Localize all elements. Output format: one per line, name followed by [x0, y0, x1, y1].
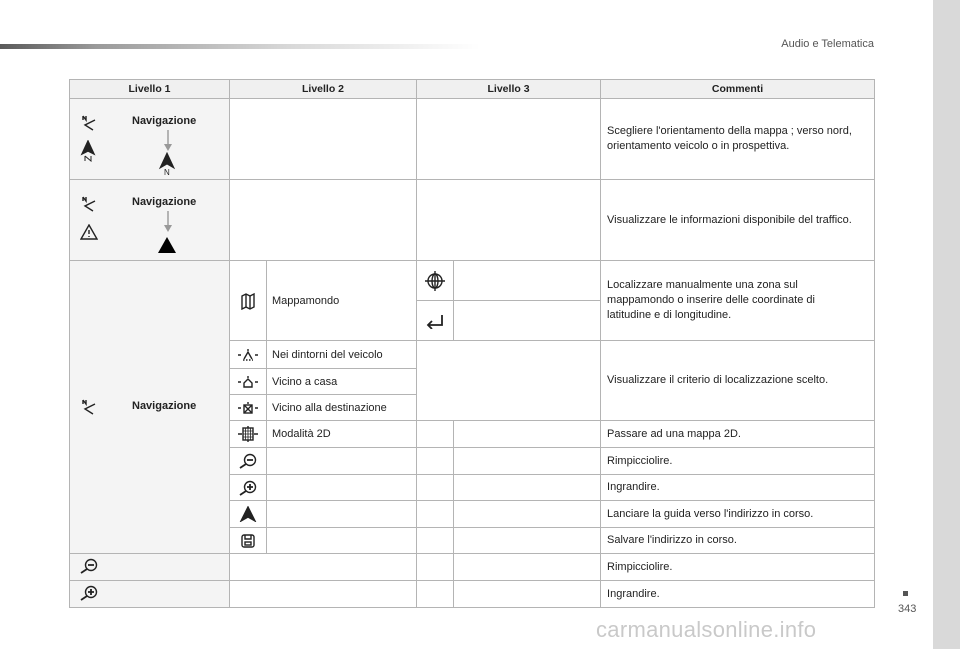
- level2-cell: [230, 180, 417, 261]
- level3-icon-cell: [417, 448, 454, 475]
- north-label: N: [164, 168, 170, 177]
- table-row: [70, 581, 875, 608]
- level3-icon-cell: [417, 554, 454, 581]
- comment-cell: Passare ad una mappa 2D.: [601, 421, 875, 448]
- level1-cell-zoom-in: [70, 581, 230, 608]
- level2-icon-cell: [230, 341, 267, 369]
- navigation-menu-table: [69, 79, 875, 608]
- level2-label-near-home: Vicino a casa: [267, 369, 417, 395]
- arrow-down-icon: [163, 130, 173, 152]
- destination-location-icon[interactable]: [230, 401, 266, 415]
- north-arrow-icon: [80, 140, 96, 162]
- return-arrow-icon[interactable]: [417, 313, 453, 329]
- level3-label-cell: [454, 301, 601, 341]
- world-map-icon[interactable]: [230, 292, 266, 310]
- level1-label: Navigazione: [132, 115, 197, 127]
- level2-cell: [230, 99, 417, 180]
- level2-label-cell: [267, 528, 417, 554]
- level3-label-cell: [454, 581, 601, 608]
- comment-cell: Visualizzare il criterio di localizzazione scelto.: [601, 341, 875, 421]
- level1-cell-traffic: [70, 180, 230, 261]
- map-2d-icon[interactable]: [230, 426, 266, 442]
- level3-icon-cell: [417, 261, 454, 301]
- page-header-title: Audio e Telematica: [781, 38, 874, 50]
- watermark: carmanualsonline.info: [596, 617, 817, 642]
- level2-cell: [230, 554, 417, 581]
- level2-label-near-destination: Vicino alla destinazione: [267, 395, 417, 421]
- column-header-level3: Livello 3: [417, 80, 601, 99]
- comment-cell: Rimpicciolire.: [601, 554, 875, 581]
- home-location-icon[interactable]: [230, 375, 266, 389]
- comment-cell: Ingrandire.: [601, 475, 875, 501]
- level3-label-cell: [454, 448, 601, 475]
- navigation-arrow-icon[interactable]: [230, 506, 266, 522]
- level3-cell: [417, 99, 601, 180]
- page-marker: [903, 591, 908, 596]
- level3-icon-cell: [417, 475, 454, 501]
- save-icon[interactable]: [230, 533, 266, 549]
- comment-cell: Lanciare la guida verso l'indirizzo in corso.: [601, 501, 875, 528]
- comment-cell: Scegliere l'orientamento della mappa ; verso nord, orientamento veicolo o in prospettiva.: [601, 99, 875, 180]
- column-header-level2: Livello 2: [230, 80, 417, 99]
- level2-icon-cell: [230, 448, 267, 475]
- level3-icon-cell: [417, 421, 454, 448]
- level2-icon-cell: [230, 528, 267, 554]
- map-orientation-icon: [80, 399, 96, 415]
- comment-cell: Rimpicciolire.: [601, 448, 875, 475]
- level3-icon-cell: [417, 581, 454, 608]
- level3-label-cell: [454, 475, 601, 501]
- zoom-in-icon[interactable]: [79, 585, 99, 601]
- level2-label-mappamondo: Mappamondo: [267, 261, 417, 341]
- level3-label-cell: [454, 261, 601, 301]
- level3-cell: [417, 180, 601, 261]
- comment-cell: Localizzare manualmente una zona sul mappamondo o inserire delle coordinate di latitudine e di longitudine.: [601, 261, 875, 341]
- comment-cell: Ingrandire.: [601, 581, 875, 608]
- warning-triangle-icon: [80, 224, 98, 240]
- level2-icon-cell: [230, 475, 267, 501]
- table-row: [70, 99, 875, 180]
- comment-cell: Salvare l'indirizzo in corso.: [601, 528, 875, 554]
- zoom-out-icon[interactable]: [230, 453, 266, 469]
- level3-icon-cell: [417, 528, 454, 554]
- level2-label-nearby-vehicle: Nei dintorni del veicolo: [267, 341, 417, 369]
- zoom-out-icon[interactable]: [79, 558, 99, 574]
- page-number: 343: [898, 603, 917, 615]
- level3-icon-cell: [417, 301, 454, 341]
- arrow-down-icon: [163, 211, 173, 233]
- level3-label-cell: [454, 554, 601, 581]
- level1-cell-orientation: [70, 99, 230, 180]
- table-row: [70, 261, 875, 301]
- level3-label-cell: [454, 528, 601, 554]
- table-row: [70, 180, 875, 261]
- level1-cell-map: [70, 261, 230, 554]
- level3-label-cell: [454, 421, 601, 448]
- level2-icon-cell: [230, 369, 267, 395]
- header-rule: [0, 44, 480, 49]
- vehicle-location-icon[interactable]: [230, 348, 266, 362]
- level2-label-cell: [267, 448, 417, 475]
- table-header-row: [70, 80, 875, 99]
- level2-icon-cell: [230, 395, 267, 421]
- column-header-comments: Commenti: [601, 80, 875, 99]
- level1-label: Navigazione: [132, 196, 197, 208]
- level3-cell: [417, 341, 601, 421]
- zoom-in-icon[interactable]: [230, 480, 266, 496]
- level2-icon-cell: [230, 261, 267, 341]
- level2-icon-cell: [230, 421, 267, 448]
- column-header-level1: Livello 1: [70, 80, 230, 99]
- comment-cell: Visualizzare le informazioni disponibile del traffico.: [601, 180, 875, 261]
- level2-icon-cell: [230, 501, 267, 528]
- level3-label-cell: [454, 501, 601, 528]
- level2-label-cell: [267, 501, 417, 528]
- warning-triangle-icon: [157, 236, 177, 254]
- map-orientation-icon: [80, 196, 96, 212]
- crosshair-globe-icon[interactable]: [417, 270, 453, 292]
- level1-label: Navigazione: [132, 400, 197, 412]
- level2-label-2d-mode: Modalità 2D: [267, 421, 417, 448]
- side-strip: [933, 0, 960, 649]
- level3-icon-cell: [417, 501, 454, 528]
- level2-cell: [230, 581, 417, 608]
- level2-label-cell: [267, 475, 417, 501]
- level1-cell-zoom-out: [70, 554, 230, 581]
- map-orientation-icon: [80, 115, 96, 131]
- table-row: [70, 554, 875, 581]
